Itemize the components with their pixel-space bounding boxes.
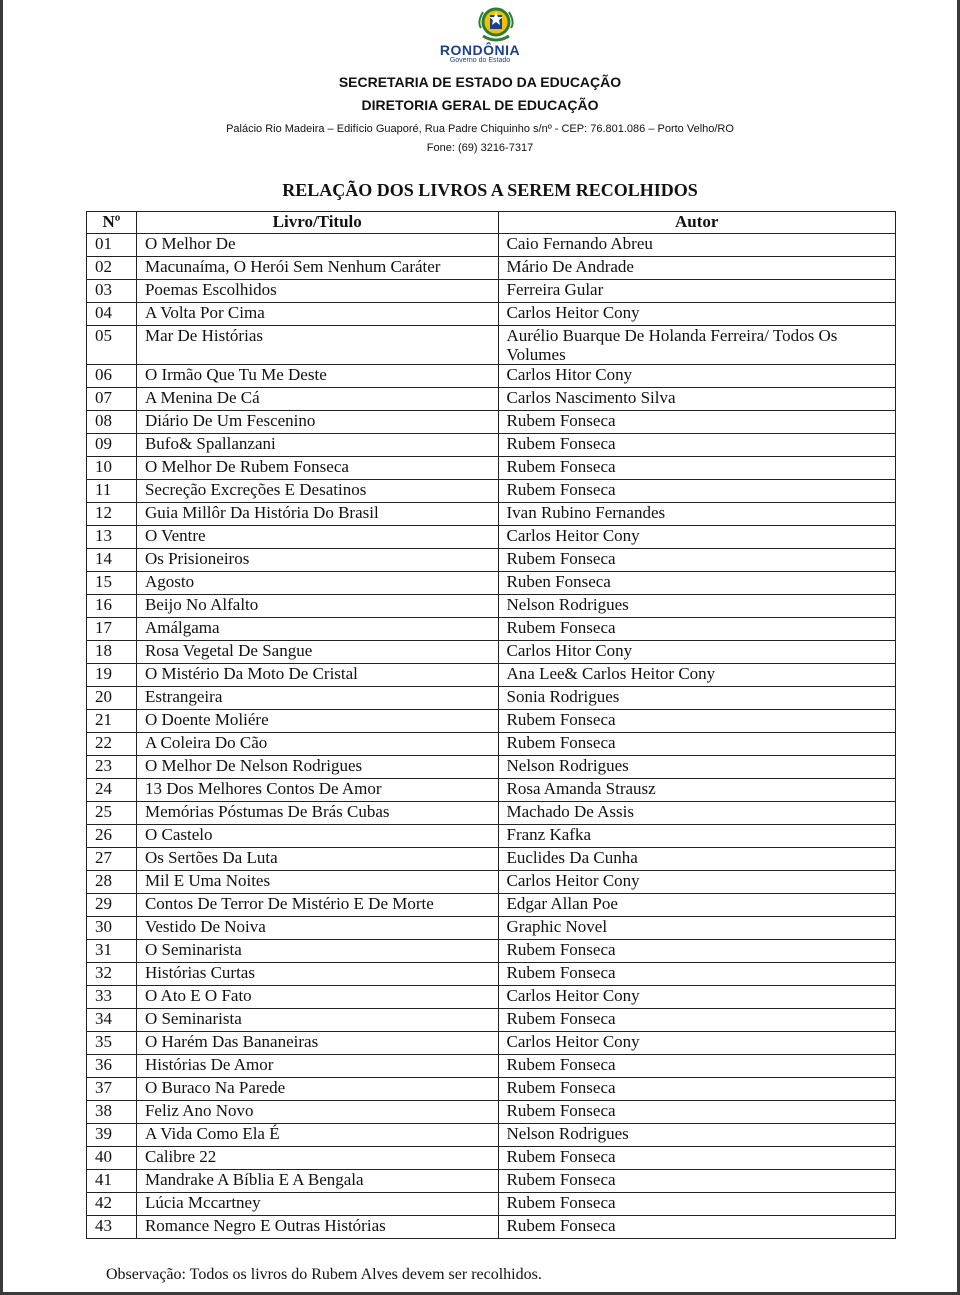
book-title: Rosa Vegetal De Sangue: [136, 641, 498, 664]
table-row: [87, 365, 896, 388]
table-row: [87, 1147, 896, 1170]
column-header-title: Livro/Titulo: [136, 212, 498, 234]
book-author: Ferreira Gular: [498, 280, 896, 303]
book-title: Estrangeira: [136, 687, 498, 710]
book-title: O Ventre: [136, 526, 498, 549]
book-author: Rubem Fonseca: [498, 710, 896, 733]
table-row: [87, 779, 896, 802]
table-row: [87, 618, 896, 641]
table-row: [87, 1032, 896, 1055]
row-number: 28: [87, 871, 137, 894]
book-author: Sonia Rodrigues: [498, 687, 896, 710]
table-row: [87, 388, 896, 411]
book-author: Ruben Fonseca: [498, 572, 896, 595]
row-number: 16: [87, 595, 137, 618]
table-row: [87, 303, 896, 326]
table-row: [87, 986, 896, 1009]
row-number: 02: [87, 257, 137, 280]
row-number: 10: [87, 457, 137, 480]
book-author: Ivan Rubino Fernandes: [498, 503, 896, 526]
book-author: Franz Kafka: [498, 825, 896, 848]
row-number: 36: [87, 1055, 137, 1078]
table-row: [87, 641, 896, 664]
table-row: [87, 257, 896, 280]
row-number: 41: [87, 1170, 137, 1193]
book-title: Vestido De Noiva: [136, 917, 498, 940]
book-title: Poemas Escolhidos: [136, 280, 498, 303]
book-title: Os Sertões Da Luta: [136, 848, 498, 871]
book-author: Nelson Rodrigues: [498, 756, 896, 779]
book-author: Graphic Novel: [498, 917, 896, 940]
department-line-2: DIRETORIA GERAL DE EDUCAÇÃO: [361, 97, 599, 113]
table-row: [87, 595, 896, 618]
row-number: 18: [87, 641, 137, 664]
book-title: O Harém Das Bananeiras: [136, 1032, 498, 1055]
book-author: Rubem Fonseca: [498, 549, 896, 572]
book-title: Memórias Póstumas De Brás Cubas: [136, 802, 498, 825]
row-number: 06: [87, 365, 137, 388]
row-number: 01: [87, 234, 137, 257]
book-title: O Melhor De Rubem Fonseca: [136, 457, 498, 480]
table-row: [87, 756, 896, 779]
book-author: Rubem Fonseca: [498, 1009, 896, 1032]
book-author: Euclides Da Cunha: [498, 848, 896, 871]
book-author: Nelson Rodrigues: [498, 595, 896, 618]
department-line-1: SECRETARIA DE ESTADO DA EDUCAÇÃO: [338, 74, 622, 90]
row-number: 30: [87, 917, 137, 940]
row-number: 20: [87, 687, 137, 710]
row-number: 04: [87, 303, 137, 326]
book-title: Mil E Uma Noites: [136, 871, 498, 894]
book-author: Carlos Heitor Cony: [498, 526, 896, 549]
row-number: 15: [87, 572, 137, 595]
row-number: 14: [87, 549, 137, 572]
book-author: Ana Lee& Carlos Heitor Cony: [498, 664, 896, 687]
row-number: 03: [87, 280, 137, 303]
book-author: Carlos Nascimento Silva: [498, 388, 896, 411]
table-row: [87, 802, 896, 825]
table-row: [87, 1078, 896, 1101]
row-number: 17: [87, 618, 137, 641]
book-title: A Vida Como Ela É: [136, 1124, 498, 1147]
book-author: Carlos Hitor Cony: [498, 641, 896, 664]
address: Palácio Rio Madeira – Edifício Guaporé, Rua Padre Chiquinho s/nº - CEP: 76.801.086 – Porto Velho/RO: [226, 123, 734, 135]
book-title: Bufo& Spallanzani: [136, 434, 498, 457]
row-number: 40: [87, 1147, 137, 1170]
book-author: Rubem Fonseca: [498, 733, 896, 756]
table-row: [87, 572, 896, 595]
table-row: [87, 1193, 896, 1216]
book-author: Rosa Amanda Strausz: [498, 779, 896, 802]
book-title: Mandrake A Bíblia E A Bengala: [136, 1170, 498, 1193]
row-number: 23: [87, 756, 137, 779]
row-number: 37: [87, 1078, 137, 1101]
row-number: 22: [87, 733, 137, 756]
column-header-number: Nº: [87, 212, 137, 234]
row-number: 43: [87, 1216, 137, 1239]
books-table: [86, 211, 896, 1239]
row-number: 31: [87, 940, 137, 963]
row-number: 32: [87, 963, 137, 986]
book-author: Carlos Heitor Cony: [498, 986, 896, 1009]
book-title: Lúcia Mccartney: [136, 1193, 498, 1216]
book-title: O Seminarista: [136, 940, 498, 963]
table-row: [87, 894, 896, 917]
table-row: [87, 848, 896, 871]
table-row: [87, 457, 896, 480]
row-number: 21: [87, 710, 137, 733]
table-row: [87, 526, 896, 549]
table-row: [87, 825, 896, 848]
book-title: O Castelo: [136, 825, 498, 848]
book-title: O Melhor De: [136, 234, 498, 257]
row-number: 12: [87, 503, 137, 526]
book-author: Nelson Rodrigues: [498, 1124, 896, 1147]
table-row: [87, 1009, 896, 1032]
row-number: 19: [87, 664, 137, 687]
book-title: Romance Negro E Outras Histórias: [136, 1216, 498, 1239]
book-title: Diário De Um Fescenino: [136, 411, 498, 434]
document-title: RELAÇÃO DOS LIVROS A SEREM RECOLHIDOS: [282, 180, 698, 200]
row-number: 25: [87, 802, 137, 825]
book-title: O Ato E O Fato: [136, 986, 498, 1009]
table-row: [87, 687, 896, 710]
book-title: Agosto: [136, 572, 498, 595]
book-author: Caio Fernando Abreu: [498, 234, 896, 257]
table-row: [87, 917, 896, 940]
table-row: [87, 733, 896, 756]
book-author: Rubem Fonseca: [498, 1101, 896, 1124]
table-row: [87, 963, 896, 986]
book-title: Histórias Curtas: [136, 963, 498, 986]
book-author: Rubem Fonseca: [498, 1078, 896, 1101]
row-number: 05: [87, 326, 137, 365]
book-title: Calibre 22: [136, 1147, 498, 1170]
book-author: Rubem Fonseca: [498, 480, 896, 503]
table-row: [87, 1101, 896, 1124]
book-title: O Mistério Da Moto De Cristal: [136, 664, 498, 687]
book-title: Contos De Terror De Mistério E De Morte: [136, 894, 498, 917]
book-author: Edgar Allan Poe: [498, 894, 896, 917]
column-header-author: Autor: [498, 212, 896, 234]
book-author: Rubem Fonseca: [498, 434, 896, 457]
book-author: Rubem Fonseca: [498, 1216, 896, 1239]
book-title: Amálgama: [136, 618, 498, 641]
book-author: Carlos Hitor Cony: [498, 365, 896, 388]
book-author: Rubem Fonseca: [498, 618, 896, 641]
book-title: O Melhor De Nelson Rodrigues: [136, 756, 498, 779]
book-title: Macunaíma, O Herói Sem Nenhum Caráter: [136, 257, 498, 280]
table-row: [87, 434, 896, 457]
book-author: Carlos Heitor Cony: [498, 871, 896, 894]
state-subtitle: Governo do Estado: [449, 57, 511, 64]
book-author: Rubem Fonseca: [498, 963, 896, 986]
book-author: Rubem Fonseca: [498, 940, 896, 963]
table-row: [87, 940, 896, 963]
row-number: 38: [87, 1101, 137, 1124]
book-title: O Irmão Que Tu Me Deste: [136, 365, 498, 388]
book-author: Aurélio Buarque De Holanda Ferreira/ Todos Os Volumes: [498, 326, 896, 365]
row-number: 26: [87, 825, 137, 848]
row-number: 34: [87, 1009, 137, 1032]
book-title: A Coleira Do Cão: [136, 733, 498, 756]
table-row: [87, 871, 896, 894]
table-row: [87, 1124, 896, 1147]
table-row: [87, 710, 896, 733]
book-author: Rubem Fonseca: [498, 1147, 896, 1170]
row-number: 33: [87, 986, 137, 1009]
book-title: O Buraco Na Parede: [136, 1078, 498, 1101]
book-title: Os Prisioneiros: [136, 549, 498, 572]
row-number: 08: [87, 411, 137, 434]
book-author: Machado De Assis: [498, 802, 896, 825]
book-title: Secreção Excreções E Desatinos: [136, 480, 498, 503]
book-author: Rubem Fonseca: [498, 1170, 896, 1193]
row-number: 24: [87, 779, 137, 802]
book-author: Rubem Fonseca: [498, 457, 896, 480]
table-row: [87, 549, 896, 572]
book-title: Histórias De Amor: [136, 1055, 498, 1078]
row-number: 39: [87, 1124, 137, 1147]
table-row: [87, 503, 896, 526]
table-row: [87, 664, 896, 687]
book-author: Rubem Fonseca: [498, 411, 896, 434]
book-author: Rubem Fonseca: [498, 1193, 896, 1216]
row-number: 07: [87, 388, 137, 411]
row-number: 09: [87, 434, 137, 457]
book-title: Beijo No Alfalto: [136, 595, 498, 618]
book-title: O Seminarista: [136, 1009, 498, 1032]
table-row: [87, 1216, 896, 1239]
book-title: 13 Dos Melhores Contos De Amor: [136, 779, 498, 802]
observation-note: Observação: Todos os livros do Rubem Alves devem ser recolhidos.: [106, 1266, 542, 1283]
row-number: 42: [87, 1193, 137, 1216]
row-number: 35: [87, 1032, 137, 1055]
table-row: [87, 234, 896, 257]
book-title: A Volta Por Cima: [136, 303, 498, 326]
book-author: Carlos Heitor Cony: [498, 303, 896, 326]
table-row: [87, 411, 896, 434]
book-title: Feliz Ano Novo: [136, 1101, 498, 1124]
row-number: 29: [87, 894, 137, 917]
books-table-body: [87, 234, 896, 1239]
phone: Fone: (69) 3216-7317: [426, 142, 534, 154]
table-row: [87, 480, 896, 503]
table-row: [87, 1170, 896, 1193]
book-title: O Doente Moliére: [136, 710, 498, 733]
row-number: 11: [87, 480, 137, 503]
table-row: [87, 326, 896, 365]
table-row: [87, 280, 896, 303]
row-number: 27: [87, 848, 137, 871]
table-header-row: [87, 212, 896, 234]
book-author: Mário De Andrade: [498, 257, 896, 280]
book-author: Carlos Heitor Cony: [498, 1032, 896, 1055]
book-title: Guia Millôr Da História Do Brasil: [136, 503, 498, 526]
state-name: RONDÔNIA: [439, 42, 521, 58]
row-number: 13: [87, 526, 137, 549]
book-author: Rubem Fonseca: [498, 1055, 896, 1078]
table-row: [87, 1055, 896, 1078]
book-title: Mar De Histórias: [136, 326, 498, 365]
book-title: A Menina De Cá: [136, 388, 498, 411]
